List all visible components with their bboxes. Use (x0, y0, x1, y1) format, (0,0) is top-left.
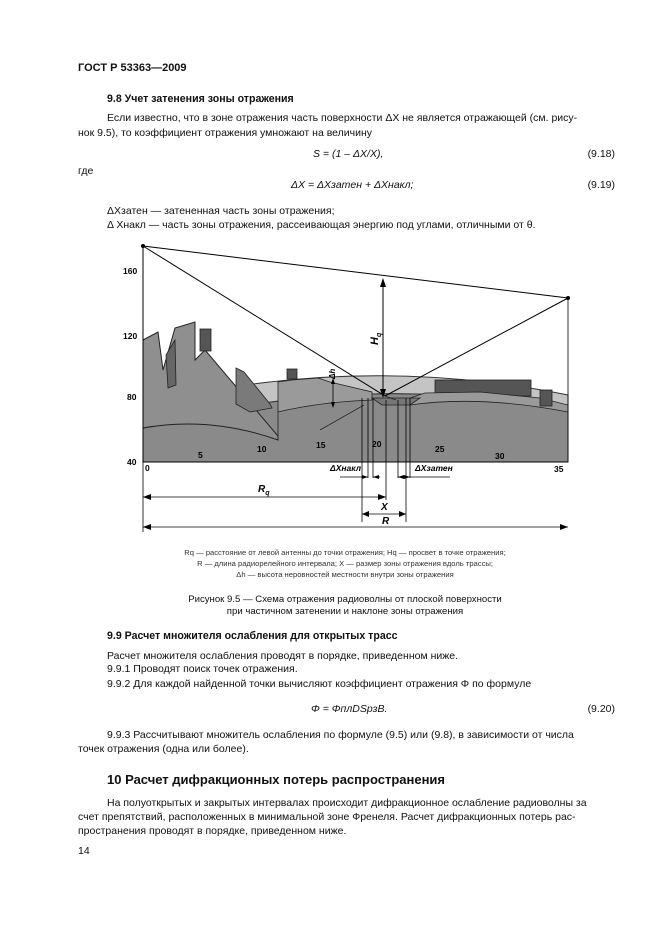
terrain-building-5 (540, 390, 552, 406)
equation-9-18: S = (1 – ΔX/X), (313, 148, 384, 160)
document-code: ГОСТ Р 53363—2009 (78, 62, 187, 74)
figure-caption-line-1: Рисунок 9.5 — Схема отражения радиоволны от плоской поверхности (188, 594, 502, 605)
dx-nakl-arrow (362, 475, 368, 479)
x-tick-20: 20 (372, 439, 382, 449)
x-tick-10: 10 (257, 444, 267, 454)
section-9-9-after-line-2: точек отражения (одна или более). (78, 743, 249, 755)
rq-label: $R_q$ (258, 484, 270, 497)
x-label: X (381, 502, 388, 513)
x-tick-5: 5 (198, 450, 203, 460)
hq-arrow-head-top (380, 278, 386, 287)
figure-caption (110, 594, 580, 618)
hq-label: $H_q$ (369, 332, 383, 345)
figure-legend-line-2: R — длина радиорелейного интервала; X — размер зоны отражения вдоль трассы; (197, 559, 493, 568)
left-antenna (141, 244, 145, 248)
dx-nakl-arrow-2 (373, 475, 379, 479)
x-tick-35: 35 (554, 464, 564, 474)
equation-9-19: ΔX = ΔXзатен + ΔXнакл; (291, 179, 414, 191)
x-arrow-right (399, 511, 406, 517)
y-tick-120: 120 (123, 331, 138, 341)
section-9-9-after-line-1: 9.9.3 Рассчитывают множитель ослабления по формуле (9.5) или (9.8), в зависимости от числа (107, 729, 574, 741)
r-arrow-left (143, 524, 151, 530)
r-arrow-right (560, 524, 568, 530)
rq-arrow-left (143, 494, 151, 500)
figure-legend-line-3: Δh — высота неровностей местности внутри зоны отражения (236, 570, 454, 579)
figure-caption-line-2: при частичном затенении и наклоне зоны отражения (226, 606, 464, 617)
dx-zaten-arrow-2 (404, 475, 410, 479)
y-tick-40: 40 (127, 457, 137, 467)
terrain-building-2 (200, 329, 211, 351)
figure-legend-line-1: Rq — расстояние от левой антенны до точки отражения; Hq — просвет в точке отражения; (184, 548, 506, 557)
section-9-9-line-1: Расчет множителя ослабления проводят в порядке, приведенном ниже. (107, 650, 459, 662)
x-tick-25: 25 (435, 444, 445, 454)
terrain-building-1 (166, 340, 176, 388)
definition-dx-zaten: ΔXзатен — затененная часть зоны отражения; (107, 205, 335, 217)
x-tick-30: 30 (495, 451, 505, 461)
dx-nakl-label: ΔXнакл (330, 463, 362, 473)
section-9-9-line-2: 9.9.1 Проводят поиск точек отражения. (107, 663, 298, 675)
section-9-9-line-3: 9.9.2 Для каждой найденной точки вычисляют коэффициент отражения Φ по формуле (107, 678, 532, 690)
section-9-8-title: 9.8 Учет затенения зоны отражения (107, 93, 294, 105)
equation-9-19-number: (9.19) (587, 179, 615, 191)
x-tick-15: 15 (316, 440, 326, 450)
reflection-zone-diagram (110, 240, 590, 540)
section-10-para-line-2: счет препятствий, расположенных в минимальной зоне Френеля. Расчет дифракционных потерь рас- (78, 811, 576, 823)
section-9-8-para-line-1: Если известно, что в зоне отражения часть поверхности ΔX не является отражающей (см. рису- (107, 112, 578, 124)
dx-zaten-label: ΔXзатен (415, 463, 453, 473)
x-arrow-left (362, 511, 369, 517)
section-10-para-line-3: пространения проводят в порядке, приведенном ниже. (78, 825, 347, 837)
x-tick-0: 0 (145, 463, 150, 473)
right-antenna (566, 296, 570, 300)
section-10-title: 10 Расчет дифракционных потерь распространения (107, 772, 445, 787)
section-9-8-para-line-2: нок 9.5), то коэффициент отражения умножают на величину (78, 127, 373, 139)
r-label: R (382, 516, 390, 527)
equation-9-20: Φ = ΦплDSpзB. (311, 703, 388, 715)
equation-9-20-number: (9.20) (587, 703, 615, 715)
definition-dx-nakl: Δ Xнакл — часть зоны отражения, рассеивающая энергию под углами, отличными от θ. (107, 219, 536, 231)
figure-legend (110, 547, 580, 580)
y-tick-80: 80 (127, 392, 137, 402)
dx-zaten-arrow (398, 475, 404, 479)
terrain-building-3 (287, 369, 297, 379)
where-label: где (78, 165, 94, 177)
direct-ray (143, 246, 568, 298)
section-9-9-title: 9.9 Расчет множителя ослабления для открытых трасс (107, 630, 398, 642)
page-number: 14 (78, 845, 90, 857)
dh-label: Δh (328, 368, 337, 379)
y-tick-160: 160 (123, 266, 138, 276)
rq-arrow-right (378, 494, 386, 500)
section-10-para-line-1: На полуоткрытых и закрытых интервалах происходит дифракционное ослабление радиоволны за (107, 797, 587, 809)
equation-9-18-number: (9.18) (587, 148, 615, 160)
